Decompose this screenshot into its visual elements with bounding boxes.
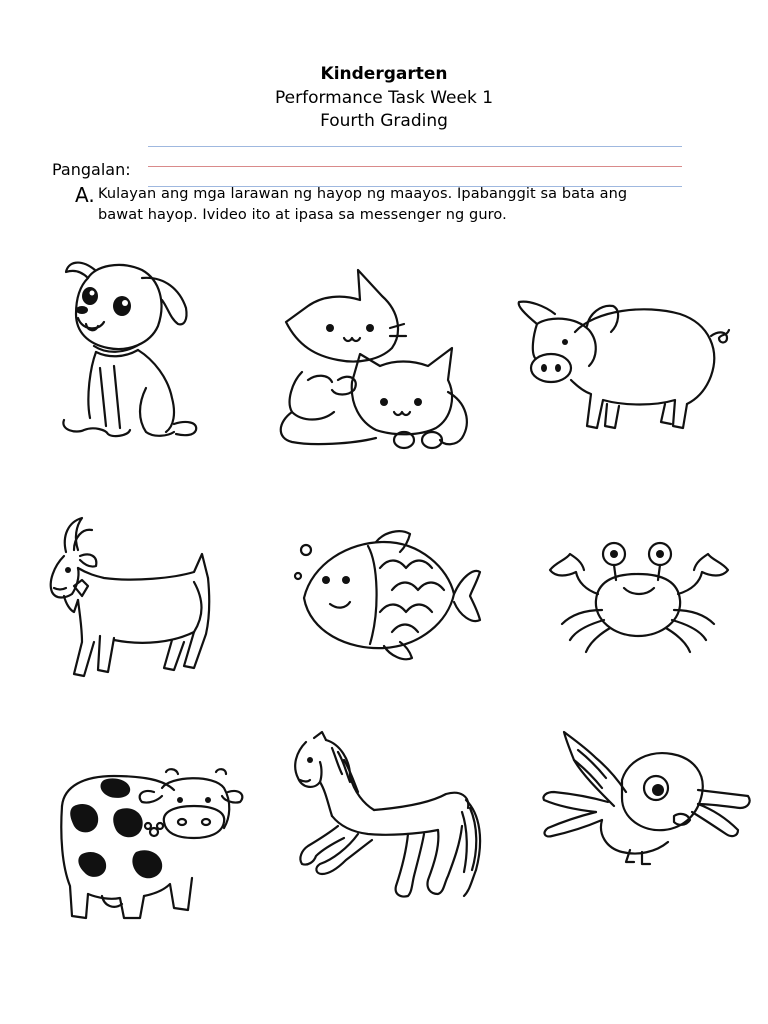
fish-icon (292, 528, 482, 663)
instruction-text (98, 184, 678, 226)
grading-period: Fourth Grading (320, 111, 448, 131)
worksheet-subtitle: Performance Task Week 1 (274, 88, 494, 108)
bird-icon (538, 730, 753, 870)
worksheet-title: Kindergarten (320, 64, 448, 84)
writing-line-middle (148, 166, 682, 167)
instruction-line-2: bawat hayop. Ivideo ito at ipasa sa messenger ng guro. (98, 207, 507, 223)
cow-icon (54, 766, 249, 926)
writing-line-top (148, 146, 682, 147)
name-label: Pangalan: (52, 160, 131, 179)
instruction-line-1: Kulayan ang mga larawan ng hayop ng maayos. Ipabanggit sa bata ang (98, 186, 628, 202)
crab-icon (546, 540, 736, 655)
horse-icon (288, 730, 488, 905)
dog-icon (50, 248, 200, 443)
goat-icon (44, 516, 214, 686)
instruction-letter: A. (75, 183, 95, 207)
cats-icon (272, 262, 472, 452)
pig-icon (515, 296, 735, 436)
